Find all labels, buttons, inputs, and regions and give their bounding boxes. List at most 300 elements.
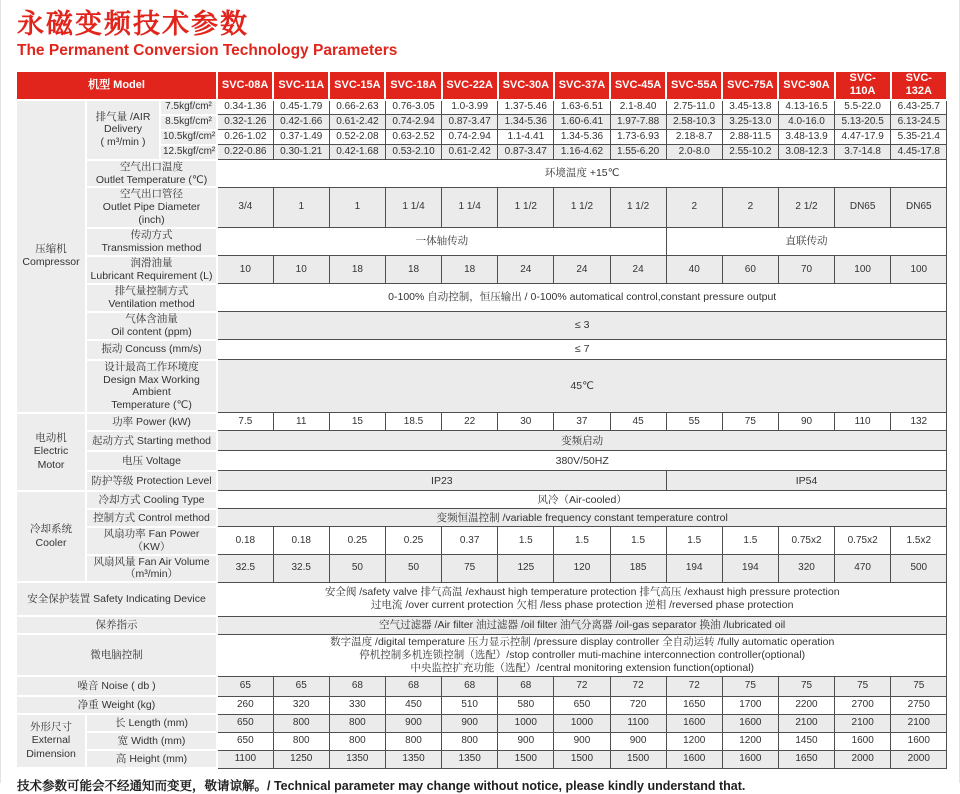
value-cell: 0.61-2.42 bbox=[329, 115, 385, 130]
row-label-air-delivery bbox=[86, 100, 160, 160]
value-cell: 720 bbox=[610, 696, 666, 714]
table-row-cooling-type bbox=[16, 491, 947, 509]
value-cell: 32.5 bbox=[217, 555, 273, 583]
row-label-width: 宽 Width (mm) bbox=[86, 732, 217, 750]
model-header-cell: SVC-37A bbox=[554, 71, 610, 100]
value-cell: 800 bbox=[273, 714, 329, 732]
value-transmission-left: 一体轴传动 bbox=[217, 228, 666, 256]
value-cell: 55 bbox=[666, 413, 722, 431]
label-en: Outlet Pipe Diameter (inch) bbox=[102, 201, 201, 226]
value-cell: 194 bbox=[666, 555, 722, 583]
value-cell: 1.5 bbox=[498, 527, 554, 555]
table-row-control-method bbox=[16, 509, 947, 527]
value-cell: 60 bbox=[722, 256, 778, 284]
value-cell: 450 bbox=[385, 696, 441, 714]
value-cell: 0.26-1.02 bbox=[217, 130, 273, 145]
table-row-height bbox=[16, 750, 947, 768]
value-cell: 0.61-2.42 bbox=[442, 145, 498, 160]
group-compressor bbox=[16, 100, 86, 413]
value-cell: 1.5x2 bbox=[891, 527, 947, 555]
row-label-noise: 噪音 Noise ( db ) bbox=[16, 676, 217, 696]
value-cell: 2 1/2 bbox=[778, 187, 834, 227]
value-cell: 2.0-8.0 bbox=[666, 145, 722, 160]
value-cell: 1600 bbox=[835, 732, 891, 750]
value-ventilation: 0-100% 自动控制，恒压输出 / 0-100% automatical control,constant pressure output bbox=[217, 284, 947, 312]
label-zh: 润滑油量 bbox=[130, 256, 173, 269]
value-cell: 5.13-20.5 bbox=[835, 115, 891, 130]
value-cell: 580 bbox=[498, 696, 554, 714]
value-cell: 1.0-3.99 bbox=[442, 100, 498, 115]
table-row-weight bbox=[16, 696, 947, 714]
value-cell: 800 bbox=[385, 732, 441, 750]
row-label-voltage: 电压 Voltage bbox=[86, 451, 217, 471]
value-cell: 0.22-0.86 bbox=[217, 145, 273, 160]
value-cell: 0.75x2 bbox=[835, 527, 891, 555]
model-header-cell: SVC-15A bbox=[329, 71, 385, 100]
value-cell: 470 bbox=[835, 555, 891, 583]
value-cell: 1200 bbox=[722, 732, 778, 750]
pressure-label: 12.5kgf/cm² bbox=[160, 145, 217, 160]
value-cell: 15 bbox=[329, 413, 385, 431]
row-label-control-method: 控制方式 Control method bbox=[86, 509, 217, 527]
value-cell: 2000 bbox=[835, 750, 891, 768]
value-cell: 65 bbox=[273, 676, 329, 696]
value-cell: 2700 bbox=[835, 696, 891, 714]
value-cell: 2.75-11.0 bbox=[666, 100, 722, 115]
value-cell: 320 bbox=[273, 696, 329, 714]
value-cell: 90 bbox=[778, 413, 834, 431]
value-cell: 1200 bbox=[666, 732, 722, 750]
table-row-length bbox=[16, 714, 947, 732]
row-label-microcomputer-control: 微电脑控制 bbox=[16, 634, 217, 676]
row-label-maintenance-indicator: 保养指示 bbox=[16, 616, 217, 634]
value-cell: 0.32-1.26 bbox=[217, 115, 273, 130]
value-cell: 2.55-10.2 bbox=[722, 145, 778, 160]
value-cell: 68 bbox=[498, 676, 554, 696]
value-cell: 75 bbox=[722, 413, 778, 431]
value-concuss: ≤ 7 bbox=[217, 340, 947, 360]
row-label-cooling-type: 冷却方式 Cooling Type bbox=[86, 491, 217, 509]
value-cell: 3.45-13.8 bbox=[722, 100, 778, 115]
value-cell: 110 bbox=[835, 413, 891, 431]
value-cell: 11 bbox=[273, 413, 329, 431]
value-protection-left: IP23 bbox=[217, 471, 666, 491]
value-cell: 2.18-8.7 bbox=[666, 130, 722, 145]
value-cell: 5.35-21.4 bbox=[891, 130, 947, 145]
value-cell: 3.48-13.9 bbox=[778, 130, 834, 145]
value-cell: 75 bbox=[835, 676, 891, 696]
safety-line: 过电流 /over current protection 欠相 /less phase protection 逆相 /reversed phase protection bbox=[370, 599, 794, 612]
value-cell: 75 bbox=[891, 676, 947, 696]
table-row-lubricant bbox=[16, 256, 947, 284]
value-cell: 1 bbox=[329, 187, 385, 227]
value-cell: 1650 bbox=[666, 696, 722, 714]
row-label-fan-power: 风扇功率 Fan Power（KW） bbox=[86, 527, 217, 555]
row-label-height: 高 Height (mm) bbox=[86, 750, 217, 768]
value-cell: 1.5 bbox=[722, 527, 778, 555]
value-cell: 0.34-1.36 bbox=[217, 100, 273, 115]
value-cell: 1350 bbox=[442, 750, 498, 768]
value-transmission-right: 直联传动 bbox=[666, 228, 947, 256]
table-row-outlet-pipe bbox=[16, 187, 947, 227]
value-cell: 50 bbox=[385, 555, 441, 583]
value-cell: 0.37-1.49 bbox=[273, 130, 329, 145]
micro-line: 停机控制多机连锁控制（选配）/stop controller muti-machine interconnection controller(optional) bbox=[359, 648, 806, 661]
parameters-table bbox=[15, 70, 948, 769]
value-cell: 10 bbox=[273, 256, 329, 284]
group-cooler bbox=[16, 491, 86, 582]
table-row-voltage bbox=[16, 451, 947, 471]
pressure-label: 7.5kgf/cm² bbox=[160, 100, 217, 115]
value-cell: 0.30-1.21 bbox=[273, 145, 329, 160]
air-label-line: 排气量 /AIR bbox=[95, 110, 151, 123]
value-cell: 1350 bbox=[329, 750, 385, 768]
label-zh: 空气出口管径 bbox=[120, 188, 184, 201]
table-row-transmission bbox=[16, 228, 947, 256]
value-cell: 2100 bbox=[835, 714, 891, 732]
value-cell: DN65 bbox=[835, 187, 891, 227]
value-cell: 18 bbox=[329, 256, 385, 284]
value-cell: 0.75x2 bbox=[778, 527, 834, 555]
value-cell: 68 bbox=[442, 676, 498, 696]
value-cell: 2.58-10.3 bbox=[666, 115, 722, 130]
table-row-design-max-temperature bbox=[16, 360, 947, 413]
value-cell: 72 bbox=[554, 676, 610, 696]
label-zh: 空气出口温度 bbox=[120, 160, 184, 173]
value-cell: 32.5 bbox=[273, 555, 329, 583]
value-cell: 1 bbox=[273, 187, 329, 227]
value-cell: 0.87-3.47 bbox=[498, 145, 554, 160]
label-en: Lubricant Requirement (L) bbox=[90, 269, 213, 282]
value-cell: 75 bbox=[778, 676, 834, 696]
value-cell: 24 bbox=[610, 256, 666, 284]
row-label-design-max-temperature bbox=[86, 360, 217, 413]
value-cell: 0.42-1.68 bbox=[329, 145, 385, 160]
model-header-row bbox=[16, 71, 947, 100]
value-cell: 0.25 bbox=[329, 527, 385, 555]
row-label-concuss: 振动 Concuss (mm/s) bbox=[86, 340, 217, 360]
value-voltage: 380V/50HZ bbox=[217, 451, 947, 471]
value-cell: 125 bbox=[498, 555, 554, 583]
value-cell: 500 bbox=[891, 555, 947, 583]
value-cell: 330 bbox=[329, 696, 385, 714]
value-cell: 1.63-6.51 bbox=[554, 100, 610, 115]
value-cell: 0.18 bbox=[217, 527, 273, 555]
value-cell: 0.45-1.79 bbox=[273, 100, 329, 115]
value-cell: 3.7-14.8 bbox=[835, 145, 891, 160]
row-label-length: 长 Length (mm) bbox=[86, 714, 217, 732]
value-cell: 0.53-2.10 bbox=[385, 145, 441, 160]
value-cell: 185 bbox=[610, 555, 666, 583]
table-row-ventilation bbox=[16, 284, 947, 312]
value-cell: 3/4 bbox=[217, 187, 273, 227]
value-cell: 18.5 bbox=[385, 413, 441, 431]
value-cell: 0.18 bbox=[273, 527, 329, 555]
value-cell: 2750 bbox=[891, 696, 947, 714]
value-cell: 2.1-8.40 bbox=[610, 100, 666, 115]
value-cell: 1350 bbox=[385, 750, 441, 768]
value-starting-method: 变频启动 bbox=[217, 431, 947, 451]
value-cell: 4.0-16.0 bbox=[778, 115, 834, 130]
model-header-label: 机型 Model bbox=[16, 71, 217, 100]
label-en: Outlet Temperature (℃) bbox=[95, 173, 208, 186]
value-cell: 18 bbox=[385, 256, 441, 284]
value-cell: 1.5 bbox=[610, 527, 666, 555]
value-maintenance-indicator: 空气过滤器 /Air filter 油过滤器 /oil filter 油气分离器 /oil-gas separator 换油 /lubricated oil bbox=[217, 616, 947, 634]
value-safety-device bbox=[217, 582, 947, 616]
value-cell: 24 bbox=[554, 256, 610, 284]
row-label-oil-content bbox=[86, 312, 217, 340]
label-line: 设计最高工作环境度 bbox=[104, 360, 199, 373]
value-cell: 3.08-12.3 bbox=[778, 145, 834, 160]
table-row-outlet-temperature bbox=[16, 160, 947, 188]
pressure-label: 10.5kgf/cm² bbox=[160, 130, 217, 145]
safety-line: 安全阀 /safety valve 排气高温 /exhaust high temperature protection 排气高压 /exhaust high pressure protection bbox=[324, 586, 840, 599]
value-cell: 100 bbox=[835, 256, 891, 284]
value-cell: 1000 bbox=[498, 714, 554, 732]
value-cell: 1.16-4.62 bbox=[554, 145, 610, 160]
group-label-en: External Dimension bbox=[26, 734, 76, 760]
micro-line: 数字温度 /digital temperature 压力显示控制 /pressure display controller 全自动运转 /fully automatic operation bbox=[330, 635, 835, 648]
table-row-maintenance-indicator bbox=[16, 616, 947, 634]
value-cell: 2 bbox=[666, 187, 722, 227]
value-cell: 1600 bbox=[891, 732, 947, 750]
model-header-cell: SVC-18A bbox=[385, 71, 441, 100]
value-cell: 1.37-5.46 bbox=[498, 100, 554, 115]
table-row-protection-level bbox=[16, 471, 947, 491]
value-cell: 4.13-16.5 bbox=[778, 100, 834, 115]
row-label-lubricant bbox=[86, 256, 217, 284]
value-cell: 30 bbox=[498, 413, 554, 431]
label-zh: 气体含油量 bbox=[125, 312, 178, 325]
value-cell: 1.5 bbox=[666, 527, 722, 555]
value-cell: 1600 bbox=[666, 750, 722, 768]
value-cell: 132 bbox=[891, 413, 947, 431]
label-zh: 排气量控制方式 bbox=[114, 284, 189, 297]
table-row-oil-content bbox=[16, 312, 947, 340]
value-cell: 6.43-25.7 bbox=[891, 100, 947, 115]
value-cell: 68 bbox=[385, 676, 441, 696]
row-label-outlet-pipe bbox=[86, 187, 217, 227]
value-cell: 1.97-7.88 bbox=[610, 115, 666, 130]
value-cell: 1.34-5.36 bbox=[554, 130, 610, 145]
label-zh: 传动方式 bbox=[130, 228, 173, 241]
value-cell: 3.25-13.0 bbox=[722, 115, 778, 130]
value-cell: 1500 bbox=[554, 750, 610, 768]
value-design-max-temperature: 45℃ bbox=[217, 360, 947, 413]
value-cell: 2.88-11.5 bbox=[722, 130, 778, 145]
value-cell: 900 bbox=[554, 732, 610, 750]
group-label-zh: 电动机 bbox=[35, 431, 67, 444]
value-cell: 40 bbox=[666, 256, 722, 284]
value-cell: 24 bbox=[498, 256, 554, 284]
value-cell: 1600 bbox=[722, 750, 778, 768]
row-label-ventilation bbox=[86, 284, 217, 312]
group-label-zh: 压缩机 bbox=[35, 242, 67, 255]
value-cell: 0.37 bbox=[442, 527, 498, 555]
micro-line: 中央监控扩充功能（选配）/central monitoring extension function(optional) bbox=[410, 661, 755, 674]
value-cell: 510 bbox=[442, 696, 498, 714]
model-header-cell: SVC-55A bbox=[666, 71, 722, 100]
value-cell: 320 bbox=[778, 555, 834, 583]
pressure-label: 8.5kgf/cm² bbox=[160, 115, 217, 130]
value-cell: 0.63-2.52 bbox=[385, 130, 441, 145]
value-microcomputer-control bbox=[217, 634, 947, 676]
label-en: Transmission method bbox=[101, 241, 202, 254]
table-row-starting-method bbox=[16, 431, 947, 451]
value-cell: 18 bbox=[442, 256, 498, 284]
value-cell: 68 bbox=[329, 676, 385, 696]
value-cell: 1500 bbox=[610, 750, 666, 768]
group-label-en: Compressor bbox=[22, 256, 80, 269]
value-cell: 260 bbox=[217, 696, 273, 714]
table-row-power bbox=[16, 413, 947, 431]
value-cell: 650 bbox=[217, 714, 273, 732]
value-cell: 194 bbox=[722, 555, 778, 583]
label-en: Ventilation method bbox=[108, 297, 195, 310]
value-cell: 900 bbox=[442, 714, 498, 732]
table-row-air-delivery bbox=[16, 100, 947, 115]
value-cell: 0.66-2.63 bbox=[329, 100, 385, 115]
table-row-concuss bbox=[16, 340, 947, 360]
value-cell: 1600 bbox=[666, 714, 722, 732]
table-row-fan-air-volume bbox=[16, 555, 947, 583]
value-outlet-temperature: 环境温度 +15℃ bbox=[217, 160, 947, 188]
value-cell: 1100 bbox=[217, 750, 273, 768]
value-cell: 75 bbox=[722, 676, 778, 696]
footnote: 技术参数可能会不经通知而变更，敬请谅解。/ Technical parameter may change without notice, please kindly understand that. bbox=[17, 779, 746, 794]
row-label-protection-level: 防护等级 Protection Level bbox=[86, 471, 217, 491]
row-label-weight: 净重 Weight (kg) bbox=[16, 696, 217, 714]
value-cell: 10 bbox=[217, 256, 273, 284]
model-header-cell: SVC-90A bbox=[778, 71, 834, 100]
model-header-cell: SVC-75A bbox=[722, 71, 778, 100]
value-cell: 22 bbox=[442, 413, 498, 431]
group-label-en: Cooler bbox=[35, 536, 67, 549]
value-cell: 800 bbox=[329, 732, 385, 750]
value-cell: 1100 bbox=[610, 714, 666, 732]
value-cell: 1 1/2 bbox=[610, 187, 666, 227]
label-line: Temperature (℃) bbox=[111, 399, 192, 412]
value-cell: 2200 bbox=[778, 696, 834, 714]
model-header-cell: SVC-132A bbox=[891, 71, 947, 100]
value-cell: 6.13-24.5 bbox=[891, 115, 947, 130]
value-cell: 1 1/2 bbox=[554, 187, 610, 227]
value-cell: 800 bbox=[273, 732, 329, 750]
value-cell: 1.73-6.93 bbox=[610, 130, 666, 145]
value-cell: 650 bbox=[554, 696, 610, 714]
value-cell: 1.60-6.41 bbox=[554, 115, 610, 130]
value-cell: 900 bbox=[385, 714, 441, 732]
value-cell: 1600 bbox=[722, 714, 778, 732]
value-cell: 1500 bbox=[498, 750, 554, 768]
value-cell: 45 bbox=[610, 413, 666, 431]
value-cell: 1.34-5.36 bbox=[498, 115, 554, 130]
value-cell: 1650 bbox=[778, 750, 834, 768]
group-external-dimension bbox=[16, 714, 86, 768]
page-subtitle: The Permanent Conversion Technology Parameters bbox=[17, 42, 398, 60]
value-cell: 1000 bbox=[554, 714, 610, 732]
value-cell: 72 bbox=[666, 676, 722, 696]
table-row-microcomputer-control bbox=[16, 634, 947, 676]
value-cell: 0.76-3.05 bbox=[385, 100, 441, 115]
value-cell: DN65 bbox=[891, 187, 947, 227]
row-label-starting-method: 起动方式 Starting method bbox=[86, 431, 217, 451]
value-cell: 65 bbox=[217, 676, 273, 696]
group-label-zh: 冷却系统 bbox=[30, 522, 72, 535]
value-cell: 0.74-2.94 bbox=[442, 130, 498, 145]
value-cell: 1.1-4.41 bbox=[498, 130, 554, 145]
value-cell: 2100 bbox=[891, 714, 947, 732]
group-label-en: Electric Motor bbox=[33, 445, 69, 471]
model-header-cell: SVC-11A bbox=[273, 71, 329, 100]
value-cell: 1 1/2 bbox=[498, 187, 554, 227]
air-label-line: ( m³/min ) bbox=[100, 136, 146, 149]
value-cell: 75 bbox=[442, 555, 498, 583]
value-oil-content: ≤ 3 bbox=[217, 312, 947, 340]
value-cell: 4.47-17.9 bbox=[835, 130, 891, 145]
model-header-cell: SVC-08A bbox=[217, 71, 273, 100]
value-cell: 0.74-2.94 bbox=[385, 115, 441, 130]
row-label-transmission bbox=[86, 228, 217, 256]
value-cell: 120 bbox=[554, 555, 610, 583]
row-label-outlet-temperature bbox=[86, 160, 217, 188]
value-cell: 1250 bbox=[273, 750, 329, 768]
value-cell: 7.5 bbox=[217, 413, 273, 431]
row-label-safety-device: 安全保护装置 Safety Indicating Device bbox=[16, 582, 217, 616]
value-cell: 1700 bbox=[722, 696, 778, 714]
row-label-power: 功率 Power (kW) bbox=[86, 413, 217, 431]
model-header-cell: SVC-45A bbox=[610, 71, 666, 100]
model-header-cell: SVC-30A bbox=[498, 71, 554, 100]
table-row-noise bbox=[16, 676, 947, 696]
value-cell: 5.5-22.0 bbox=[835, 100, 891, 115]
value-cell: 2000 bbox=[891, 750, 947, 768]
value-protection-right: IP54 bbox=[666, 471, 947, 491]
value-cell: 0.42-1.66 bbox=[273, 115, 329, 130]
value-control-method: 变频恒温控制 /variable frequency constant temperature control bbox=[217, 509, 947, 527]
group-label-zh: 外形尺寸 bbox=[30, 720, 72, 733]
value-cell: 50 bbox=[329, 555, 385, 583]
value-cooling-type: 风冷（Air-cooled） bbox=[217, 491, 947, 509]
value-cell: 800 bbox=[329, 714, 385, 732]
value-cell: 72 bbox=[610, 676, 666, 696]
value-cell: 70 bbox=[778, 256, 834, 284]
air-label-line: Delivery bbox=[104, 123, 142, 136]
value-cell: 2100 bbox=[778, 714, 834, 732]
row-label-fan-air-volume: 风扇风量 Fan Air Volume（m³/min） bbox=[86, 555, 217, 583]
value-cell: 0.87-3.47 bbox=[442, 115, 498, 130]
value-cell: 0.25 bbox=[385, 527, 441, 555]
label-en: Oil content (ppm) bbox=[111, 325, 192, 338]
model-header-cell: SVC-110A bbox=[835, 71, 891, 100]
value-cell: 900 bbox=[610, 732, 666, 750]
model-header-cell: SVC-22A bbox=[442, 71, 498, 100]
table-row-width bbox=[16, 732, 947, 750]
value-cell: 650 bbox=[217, 732, 273, 750]
group-electric-motor bbox=[16, 413, 86, 491]
table-row-fan-power bbox=[16, 527, 947, 555]
value-cell: 4.45-17.8 bbox=[891, 145, 947, 160]
value-cell: 2 bbox=[722, 187, 778, 227]
value-cell: 1450 bbox=[778, 732, 834, 750]
page-title: 永磁变频技术参数 bbox=[17, 9, 249, 39]
value-cell: 1.5 bbox=[554, 527, 610, 555]
value-cell: 1 1/4 bbox=[385, 187, 441, 227]
label-line: Design Max Working Ambient bbox=[103, 373, 200, 399]
value-cell: 37 bbox=[554, 413, 610, 431]
value-cell: 1 1/4 bbox=[442, 187, 498, 227]
